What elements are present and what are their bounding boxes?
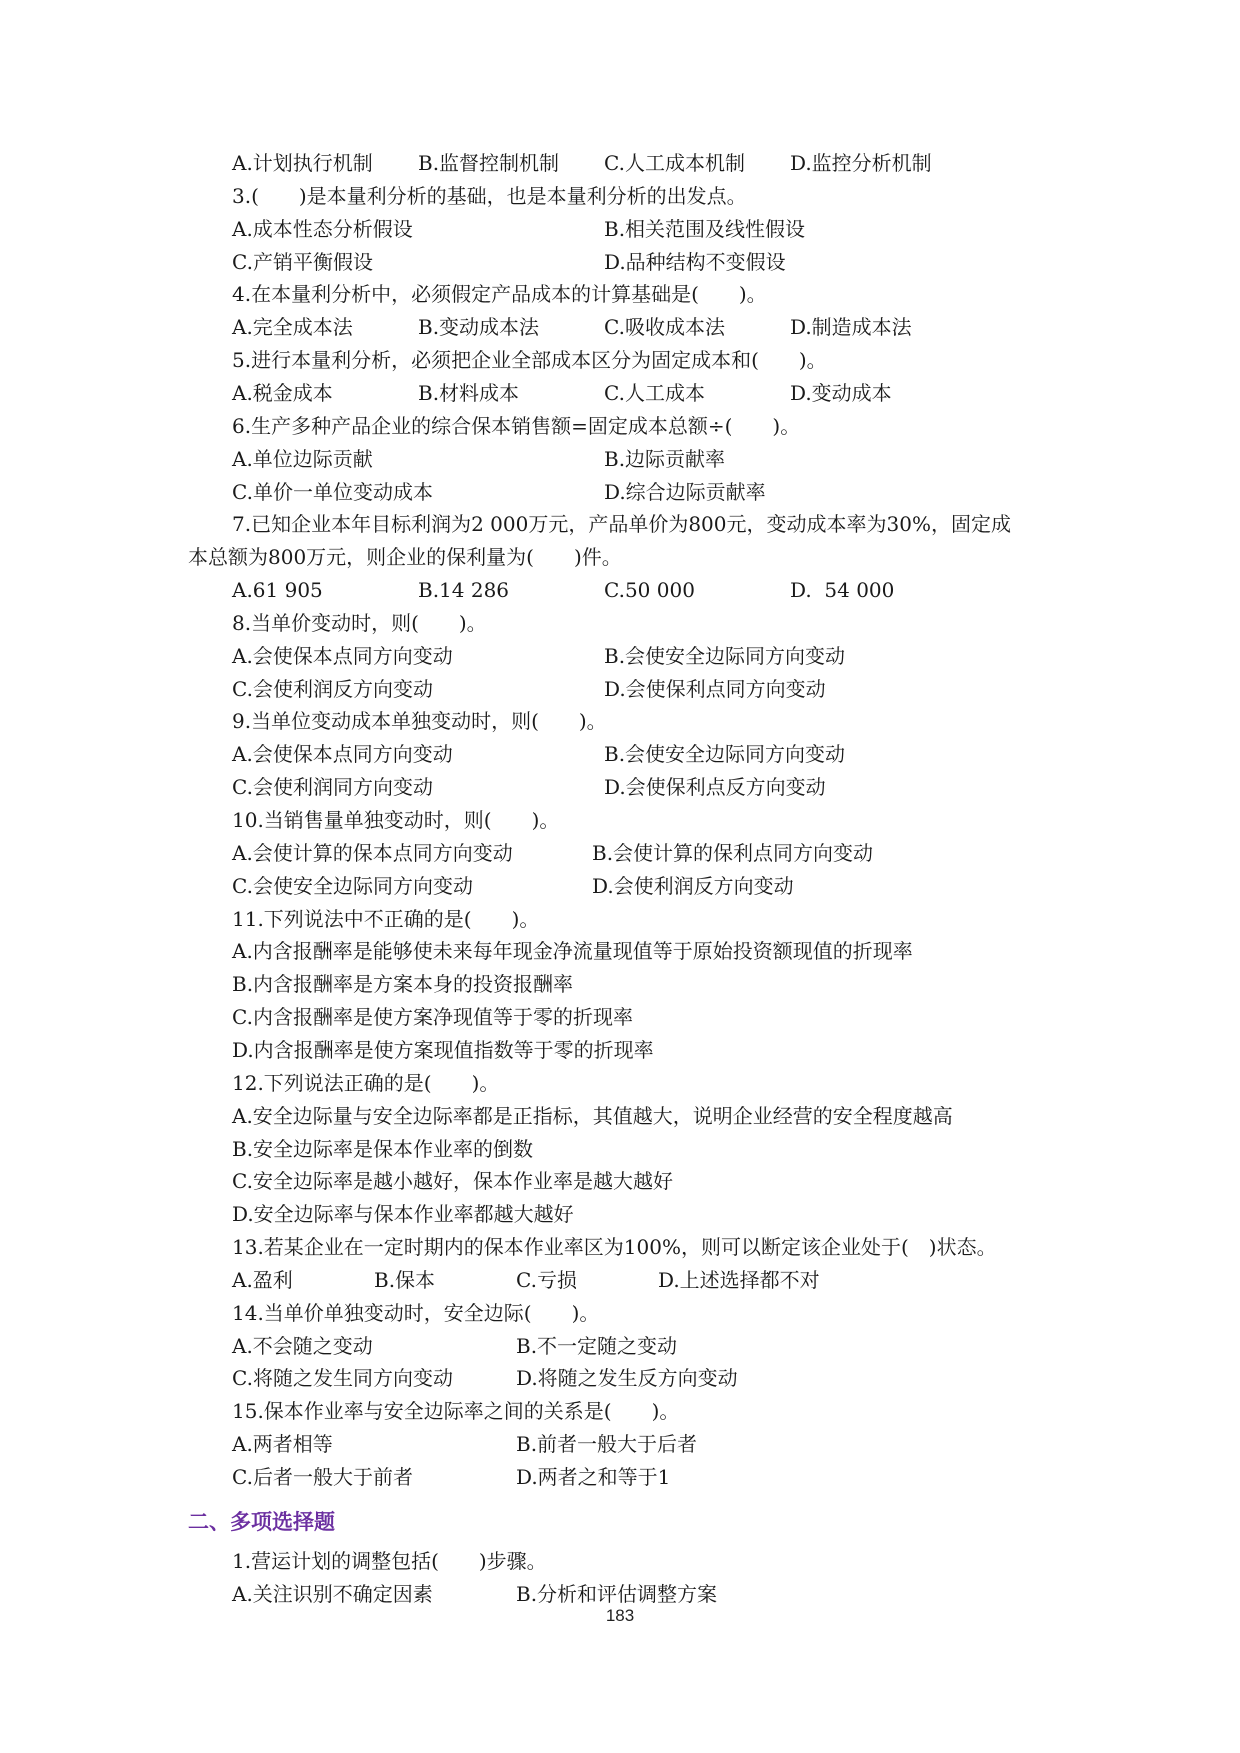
- answer-option: B.会使安全边际同方向变动: [604, 742, 846, 767]
- question-line: 13.若某企业在一定时期内的保本作业率区为100%，则可以断定该企业处于( )状态。: [232, 1235, 997, 1260]
- answer-option: C.会使安全边际同方向变动: [232, 873, 473, 898]
- answer-option: B.监督控制机制: [418, 151, 560, 175]
- answer-option: D.变动成本: [790, 380, 892, 405]
- answer-option: A.会使计算的保本点同方向变动: [232, 840, 513, 865]
- answer-option: B.分析和评估调整方案: [516, 1581, 718, 1606]
- answer-option: C.会使利润同方向变动: [232, 775, 433, 800]
- question-line: A.内含报酬率是能够使未来每年现金净流量现值等于原始投资额现值的折现率: [232, 939, 913, 964]
- question-line: 1.营运计划的调整包括( )步骤。: [232, 1549, 547, 1573]
- answer-option: B.会使安全边际同方向变动: [604, 643, 846, 668]
- question-line: D.内含报酬率是使方案现值指数等于零的折现率: [232, 1037, 654, 1062]
- section-heading: 二、多项选择题: [188, 1510, 335, 1534]
- answer-option: D.将随之发生反方向变动: [516, 1366, 738, 1391]
- question-line: C.内含报酬率是使方案净现值等于零的折现率: [232, 1005, 633, 1030]
- answer-option: A.两者相等: [232, 1432, 333, 1457]
- answer-option: B.前者一般大于后者: [516, 1432, 698, 1457]
- question-line: 12.下列说法正确的是( )。: [232, 1070, 500, 1095]
- answer-option: D.会使保利点同方向变动: [604, 676, 826, 701]
- answer-option: A.单位边际贡献: [232, 446, 373, 471]
- question-line: 3.( )是本量利分析的基础，也是本量利分析的出发点。: [232, 183, 747, 208]
- answer-option: D. 54 000: [790, 578, 895, 603]
- question-line: C.安全边际率是越小越好，保本作业率是越大越好: [232, 1169, 673, 1194]
- answer-option: A.计划执行机制: [232, 151, 373, 175]
- question-line: 6.生产多种产品企业的综合保本销售额=固定成本总额÷( )。: [232, 413, 801, 438]
- question-line: 5.进行本量利分析，必须把企业全部成本区分为固定成本和( )。: [232, 348, 827, 373]
- answer-option: A.成本性态分析假设: [232, 216, 413, 241]
- answer-option: B.保本: [374, 1267, 436, 1292]
- answer-option: C.人工成本: [604, 380, 705, 405]
- question-line: 8.当单价变动时，则( )。: [232, 610, 487, 635]
- answer-option: C.单价一单位变动成本: [232, 479, 433, 504]
- answer-option: D.品种结构不变假设: [604, 249, 786, 274]
- answer-option: C.人工成本机制: [604, 151, 745, 175]
- question-line: B.安全边际率是保本作业率的倒数: [232, 1136, 534, 1161]
- page-number: 183: [605, 1606, 635, 1625]
- answer-option: A.不会随之变动: [232, 1333, 373, 1358]
- answer-option: A.61 905: [232, 578, 323, 603]
- question-line: 15.保本作业率与安全边际率之间的关系是( )。: [232, 1399, 680, 1424]
- answer-option: A.会使保本点同方向变动: [232, 742, 453, 767]
- question-line: 4.在本量利分析中，必须假定产品成本的计算基础是( )。: [232, 282, 767, 307]
- question-line: 11.下列说法中不正确的是( )。: [232, 906, 540, 931]
- answer-option: C.会使利润反方向变动: [232, 676, 433, 701]
- answer-option: D.上述选择都不对: [658, 1267, 820, 1292]
- question-line: 10.当销售量单独变动时，则( )。: [232, 808, 560, 832]
- answer-option: B.相关范围及线性假设: [604, 216, 806, 241]
- answer-option: C.后者一般大于前者: [232, 1465, 413, 1489]
- question-line: 14.当单价单独变动时，安全边际( )。: [232, 1300, 600, 1325]
- answer-option: A.会使保本点同方向变动: [232, 643, 453, 668]
- answer-option: B.边际贡献率: [604, 446, 726, 471]
- question-line: 9.当单位变动成本单独变动时，则( )。: [232, 709, 607, 734]
- answer-option: A.关注识别不确定因素: [232, 1581, 433, 1606]
- answer-option: B.材料成本: [418, 380, 520, 405]
- answer-option: A.完全成本法: [232, 315, 353, 340]
- answer-option: D.两者之和等于1: [516, 1465, 671, 1489]
- answer-option: D.会使保利点反方向变动: [604, 775, 826, 800]
- answer-option: C.50 000: [604, 578, 695, 603]
- answer-option: C.将随之发生同方向变动: [232, 1366, 453, 1391]
- answer-option: B.变动成本法: [418, 315, 540, 340]
- text-continuation: 本总额为800万元，则企业的保利量为( )件。: [188, 545, 622, 570]
- question-line: A.安全边际量与安全边际率都是正指标，其值越大，说明企业经营的安全程度越高: [232, 1103, 953, 1128]
- answer-option: D.综合边际贡献率: [604, 479, 766, 504]
- answer-option: B.会使计算的保利点同方向变动: [592, 840, 874, 865]
- answer-option: A.盈利: [232, 1267, 293, 1292]
- answer-option: C.产销平衡假设: [232, 249, 373, 274]
- answer-option: A.税金成本: [232, 380, 333, 405]
- answer-option: C.吸收成本法: [604, 315, 725, 340]
- answer-option: B.不一定随之变动: [516, 1333, 678, 1358]
- answer-option: D.会使利润反方向变动: [592, 873, 794, 898]
- answer-option: D.制造成本法: [790, 315, 912, 340]
- question-line: B.内含报酬率是方案本身的投资报酬率: [232, 972, 574, 997]
- answer-option: B.14 286: [418, 578, 510, 603]
- answer-option: D.监控分析机制: [790, 151, 932, 175]
- answer-option: C.亏损: [516, 1267, 577, 1292]
- question-line: 7.已知企业本年目标利润为2 000万元，产品单价为800元，变动成本率为30%，固定成: [232, 512, 1011, 537]
- question-line: D.安全边际率与保本作业率都越大越好: [232, 1202, 574, 1227]
